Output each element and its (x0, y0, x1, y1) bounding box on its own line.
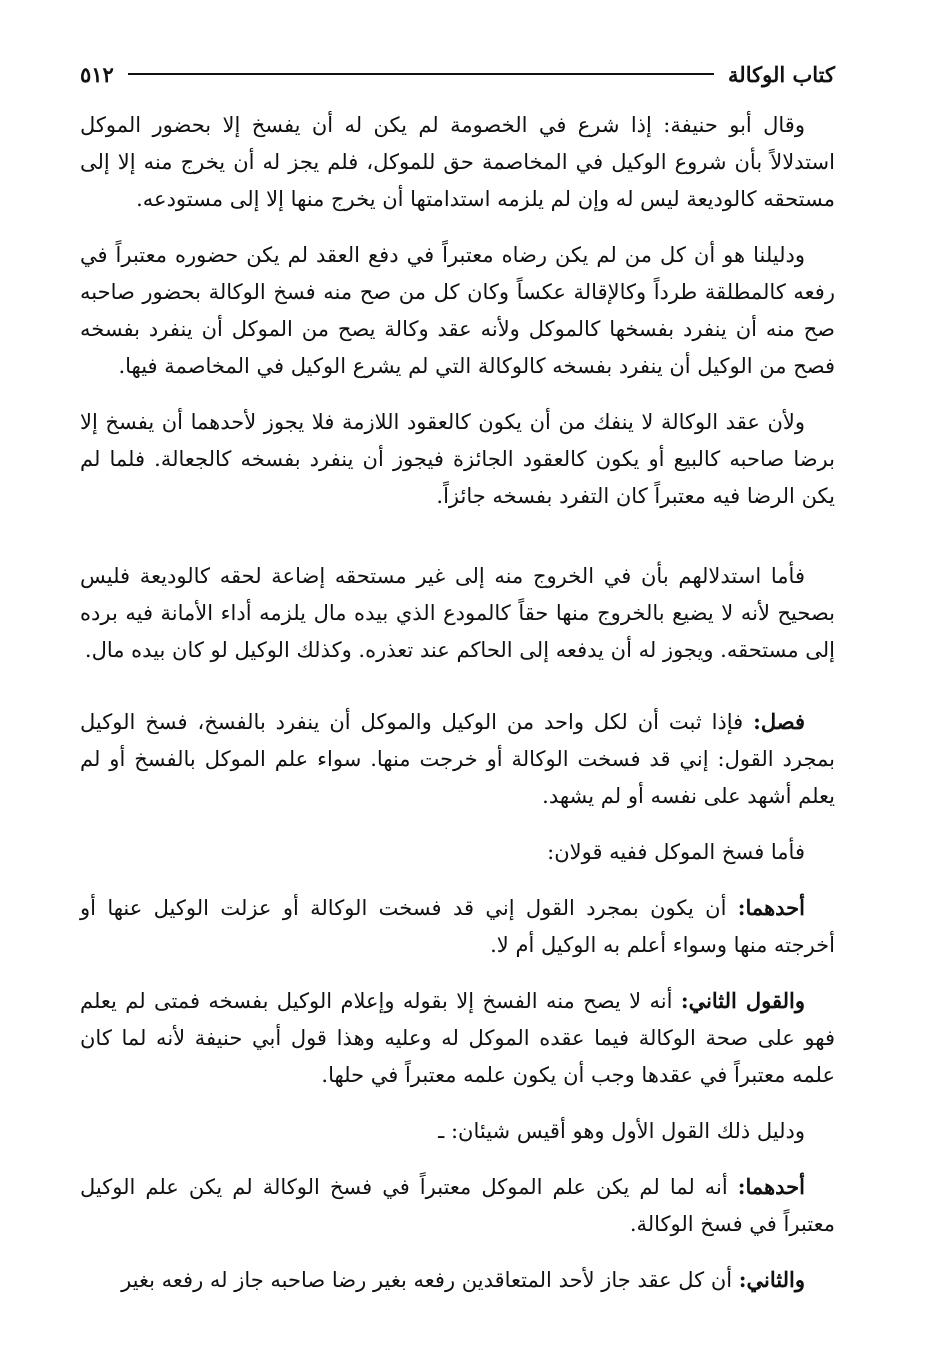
paragraph-text: أن كل عقد جاز لأحد المتعاقدين رفعه بغير رضا صاحبه جاز له رفعه بغير (121, 1268, 739, 1292)
paragraph (80, 1168, 835, 1243)
paragraph-text: فإذا ثبت أن لكل واحد من الوكيل والموكل أن ينفرد بالفسخ، فسخ الوكيل بمجرد القول: إني قد فسخت الوكالة أو خرجت منها. سواء علم الموكل بالفسخ أو لم يعلم أشهد على نفسه أو لم يشهد. (80, 710, 835, 808)
paragraph (80, 236, 835, 385)
paragraph (80, 833, 835, 871)
paragraph-lead: والثاني: (738, 1267, 805, 1292)
paragraph-text: فأما استدلالهم بأن في الخروج منه إلى غير مستحقه إضاعة لحقه كالوديعة فليس بصحيح لأنه لا يضيع بالخروج منها حقاً كالمودع الذي بيده مال يلزمه أداء الأمانة فيه برده إلى مستحقه. ويجوز له أن يدفعه إلى الحاكم عند تعذره. وكذلك الوكيل لو كان بيده مال. (80, 564, 835, 662)
paragraph-text: أنه لا يصح منه الفسخ إلا بقوله وإعلام الوكيل بفسخه فمتى لم يعلم فهو على صحة الوكالة فيما عقده الموكل له وعليه وهذا قول أبي حنيفة لأنه لما كان علمه معتبراً في عقدها وجب أن يكون علمه معتبراً في حلها. (80, 989, 835, 1087)
paragraph-text: فأما فسخ الموكل ففيه قولان: (547, 840, 805, 864)
header-rule (128, 73, 714, 75)
paragraph-text: ولأن عقد الوكالة لا ينفك من أن يكون كالعقود اللازمة فلا يجوز لأحدهما أن يفسخ إلا برضا صاحبه كالبيع أو يكون كالعقود الجائزة فيجوز أن ينفرد بفسخه كالجعالة. فلما لم يكن الرضا فيه معتبراً كان التفرد بفسخه جائزاً. (80, 410, 835, 508)
paragraph (80, 1261, 835, 1299)
paragraph-lead: والقول الثاني: (680, 988, 805, 1013)
paragraph (80, 982, 835, 1094)
paragraph-text: أن يكون بمجرد القول إني قد فسخت الوكالة أو عزلت الوكيل عنها أو أخرجته منها وسواء أعلم به الوكيل أم لا. (80, 896, 835, 957)
paragraph-text: وقال أبو حنيفة: إذا شرع في الخصومة لم يكن له أن يفسخ إلا بحضور الموكل استدلالاً بأن شروع الوكيل في المخاصمة حق للموكل، فلم يجز له أن يخرج منه إلا إلى مستحقه كالوديعة ليس له وإن لم يلزمه استدامتها أن يخرج منها إلا إلى مستودعه. (80, 113, 835, 211)
paragraph (80, 106, 835, 218)
running-title: كتاب الوكالة (728, 61, 835, 87)
paragraph-lead: فصل: (753, 709, 805, 734)
paragraph-text: ودليلنا هو أن كل من لم يكن رضاه معتبراً في دفع العقد لم يكن حضوره معتبراً في رفعه كالمطلقة طرداً وكالإقالة عكساً وكان كل من صح منه فسخ الوكالة بحضور صاحبه صح منه أن ينفرد بفسخها كالموكل ولأنه عقد وكالة يصح من الموكل أن ينفرد بفسخه فصح من الوكيل أن ينفرد بفسخه كالوكالة التي لم يشرع الوكيل في المخاصمة فيها. (80, 243, 835, 378)
paragraph-text: أنه لما لم يكن علم الموكل معتبراً في فسخ الوكالة لم يكن علم الوكيل معتبراً في فسخ الوكالة. (80, 1175, 835, 1236)
paragraph (80, 557, 835, 669)
paragraph (80, 703, 835, 815)
paragraph (80, 1112, 835, 1150)
page-header (80, 56, 835, 92)
paragraph (80, 403, 835, 515)
body-text (80, 106, 835, 1299)
paragraph (80, 889, 835, 964)
paragraph-text: ودليل ذلك القول الأول وهو أقيس شيئان: ـ (438, 1119, 805, 1143)
page-number: ٥١٢ (80, 61, 114, 87)
paragraph-lead: أحدهما: (737, 895, 805, 920)
paragraph-lead: أحدهما: (737, 1174, 805, 1199)
